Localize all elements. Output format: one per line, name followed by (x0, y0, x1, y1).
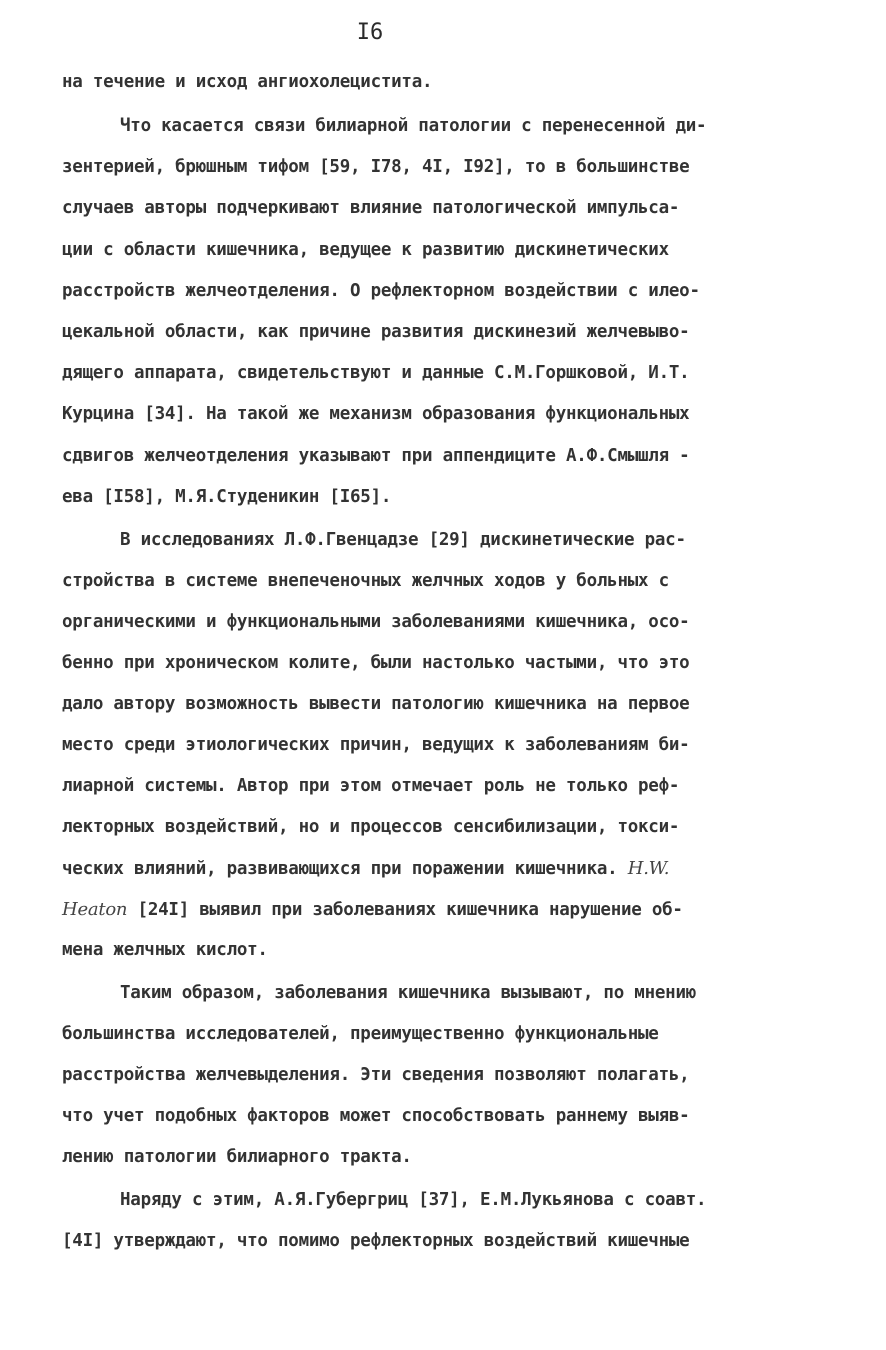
text-line: дало автору возможность вывести патологию кишечника на первое (62, 694, 690, 714)
text-line: [4I] утверждают, что помимо рефлекторных воздействий кишечные (62, 1231, 690, 1251)
text-line: на течение и исход ангиохолецистита. (62, 72, 433, 92)
text-line: зентерией, брюшным тифом [59, I78, 4I, I92], то в большинстве (62, 157, 690, 177)
text-line-body: [24I] выявил при заболеваниях кишечника нарушение об- (137, 900, 683, 920)
text-line: дящего аппарата, свидетельствуют и данные С.М.Горшковой, И.Т. (62, 363, 690, 383)
text-line: Что касается связи билиарной патологии с перенесенной ди- (120, 116, 707, 136)
text-line: стройства в системе внепеченочных желчных ходов у больных с (62, 571, 669, 591)
page-number: I6 (356, 20, 384, 45)
text-line (62, 858, 669, 879)
text-line: что учет подобных факторов может способствовать раннему выяв- (62, 1106, 690, 1126)
text-line: ева [I58], М.Я.Студеникин [I65]. (62, 487, 392, 507)
text-line: Наряду с этим, А.Я.Губергриц [37], Е.М.Лукьянова с соавт. (120, 1190, 707, 1210)
text-line-body: ческих влияний, развивающихся при поражении кишечника. (62, 859, 618, 879)
handwritten-surname: Heaton (62, 899, 128, 920)
handwritten-initials: H.W. (627, 858, 670, 879)
text-line: расстройства желчевыделения. Эти сведения позволяют полагать, (62, 1065, 690, 1085)
text-line: бенно при хроническом колите, были настолько частыми, что это (62, 653, 690, 673)
text-line (62, 899, 683, 920)
text-line: лиарной системы. Автор при этом отмечает роль не только реф- (62, 776, 680, 796)
text-line: расстройств желчеотделения. О рефлекторном воздействии с илео- (62, 281, 700, 301)
text-line: Таким образом, заболевания кишечника вызывают, по мнению (120, 983, 697, 1003)
text-line: органическими и функциональными заболеваниями кишечника, осо- (62, 612, 690, 632)
text-line: Курцина [34]. На такой же механизм образования функциональных (62, 404, 690, 424)
text-line: сдвигов желчеотделения указывают при аппендиците А.Ф.Смышля - (62, 446, 690, 466)
text-line: цекальной области, как причине развития дискинезий желчевыво- (62, 322, 690, 342)
text-line: лекторных воздействий, но и процессов сенсибилизации, токси- (62, 817, 680, 837)
text-line: место среди этиологических причин, ведущих к заболеваниям би- (62, 735, 690, 755)
text-line: ции с области кишечника, ведущее к развитию дискинетических (62, 240, 669, 260)
text-line: большинства исследователей, преимущественно функциональные (62, 1024, 659, 1044)
text-line: В исследованиях Л.Ф.Гвенцадзе [29] дискинетические рас- (120, 530, 686, 550)
text-line: случаев авторы подчеркивают влияние патологической импульса- (62, 198, 680, 218)
text-line: мена желчных кислот. (62, 940, 268, 960)
text-line: лению патологии билиарного тракта. (62, 1147, 412, 1167)
